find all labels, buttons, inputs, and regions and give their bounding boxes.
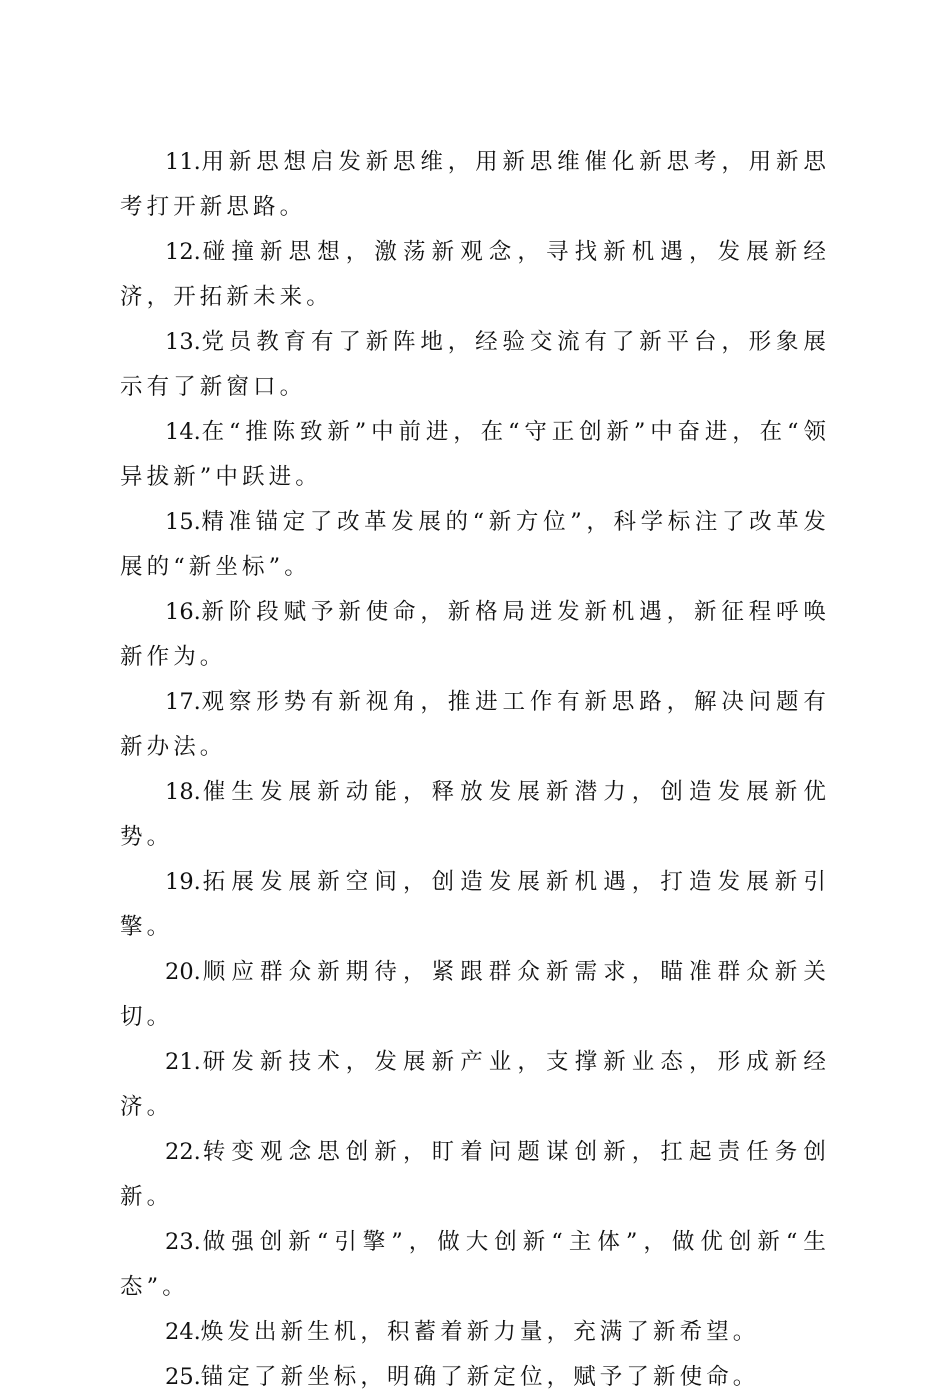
item-text: 催生发展新动能，释放发展新潜力，创造发展新优势。 [120, 779, 830, 850]
list-item [120, 1355, 830, 1400]
item-number: 21. [165, 1049, 201, 1075]
item-number: 19. [165, 869, 201, 895]
item-text: 新阶段赋予新使命，新格局迸发新机遇，新征程呼唤新作为。 [120, 599, 830, 670]
document-body [120, 140, 830, 1400]
item-number: 13. [165, 329, 201, 355]
item-number: 14. [165, 419, 201, 445]
list-item [120, 950, 830, 1040]
item-number: 18. [165, 779, 201, 805]
list-item [120, 590, 830, 680]
item-number: 20. [165, 959, 201, 985]
item-text: 转变观念思创新，盯着问题谋创新，扛起责任务创新。 [120, 1139, 830, 1210]
item-text: 碰撞新思想，激荡新观念，寻找新机遇，发展新经济，开拓新未来。 [120, 239, 830, 310]
item-number: 22. [165, 1139, 201, 1165]
list-item [120, 500, 830, 590]
item-text: 做强创新“引擎”，做大创新“主体”，做优创新“生态”。 [120, 1229, 830, 1300]
list-item [120, 140, 830, 230]
item-text: 精准锚定了改革发展的“新方位”，科学标注了改革发展的“新坐标”。 [120, 509, 830, 580]
item-number: 12. [165, 239, 201, 265]
item-text: 在“推陈致新”中前进，在“守正创新”中奋进，在“领异拔新”中跃进。 [120, 419, 830, 490]
list-item [120, 860, 830, 950]
item-number: 17. [165, 689, 201, 715]
item-number: 16. [165, 599, 201, 625]
list-item [120, 680, 830, 770]
item-number: 11. [165, 149, 201, 175]
item-number: 25. [165, 1364, 201, 1390]
item-text: 党员教育有了新阵地，经验交流有了新平台，形象展示有了新窗口。 [120, 329, 830, 400]
list-item [120, 320, 830, 410]
item-number: 15. [165, 509, 201, 535]
list-item [120, 1220, 830, 1310]
item-text: 研发新技术，发展新产业，支撑新业态，形成新经济。 [120, 1049, 830, 1120]
item-text: 用新思想启发新思维，用新思维催化新思考，用新思考打开新思路。 [120, 149, 830, 220]
item-text: 顺应群众新期待，紧跟群众新需求，瞄准群众新关切。 [120, 959, 830, 1030]
item-text: 锚定了新坐标，明确了新定位，赋予了新使命。 [200, 1364, 760, 1390]
list-item [120, 230, 830, 320]
list-item [120, 1130, 830, 1220]
list-item [120, 1040, 830, 1130]
item-number: 23. [165, 1229, 201, 1255]
item-number: 24. [165, 1319, 201, 1345]
list-item [120, 1310, 830, 1355]
item-text: 拓展发展新空间，创造发展新机遇，打造发展新引擎。 [120, 869, 830, 940]
list-item [120, 410, 830, 500]
list-item [120, 770, 830, 860]
item-text: 焕发出新生机，积蓄着新力量，充满了新希望。 [200, 1319, 760, 1345]
item-text: 观察形势有新视角，推进工作有新思路，解决问题有新办法。 [120, 689, 830, 760]
